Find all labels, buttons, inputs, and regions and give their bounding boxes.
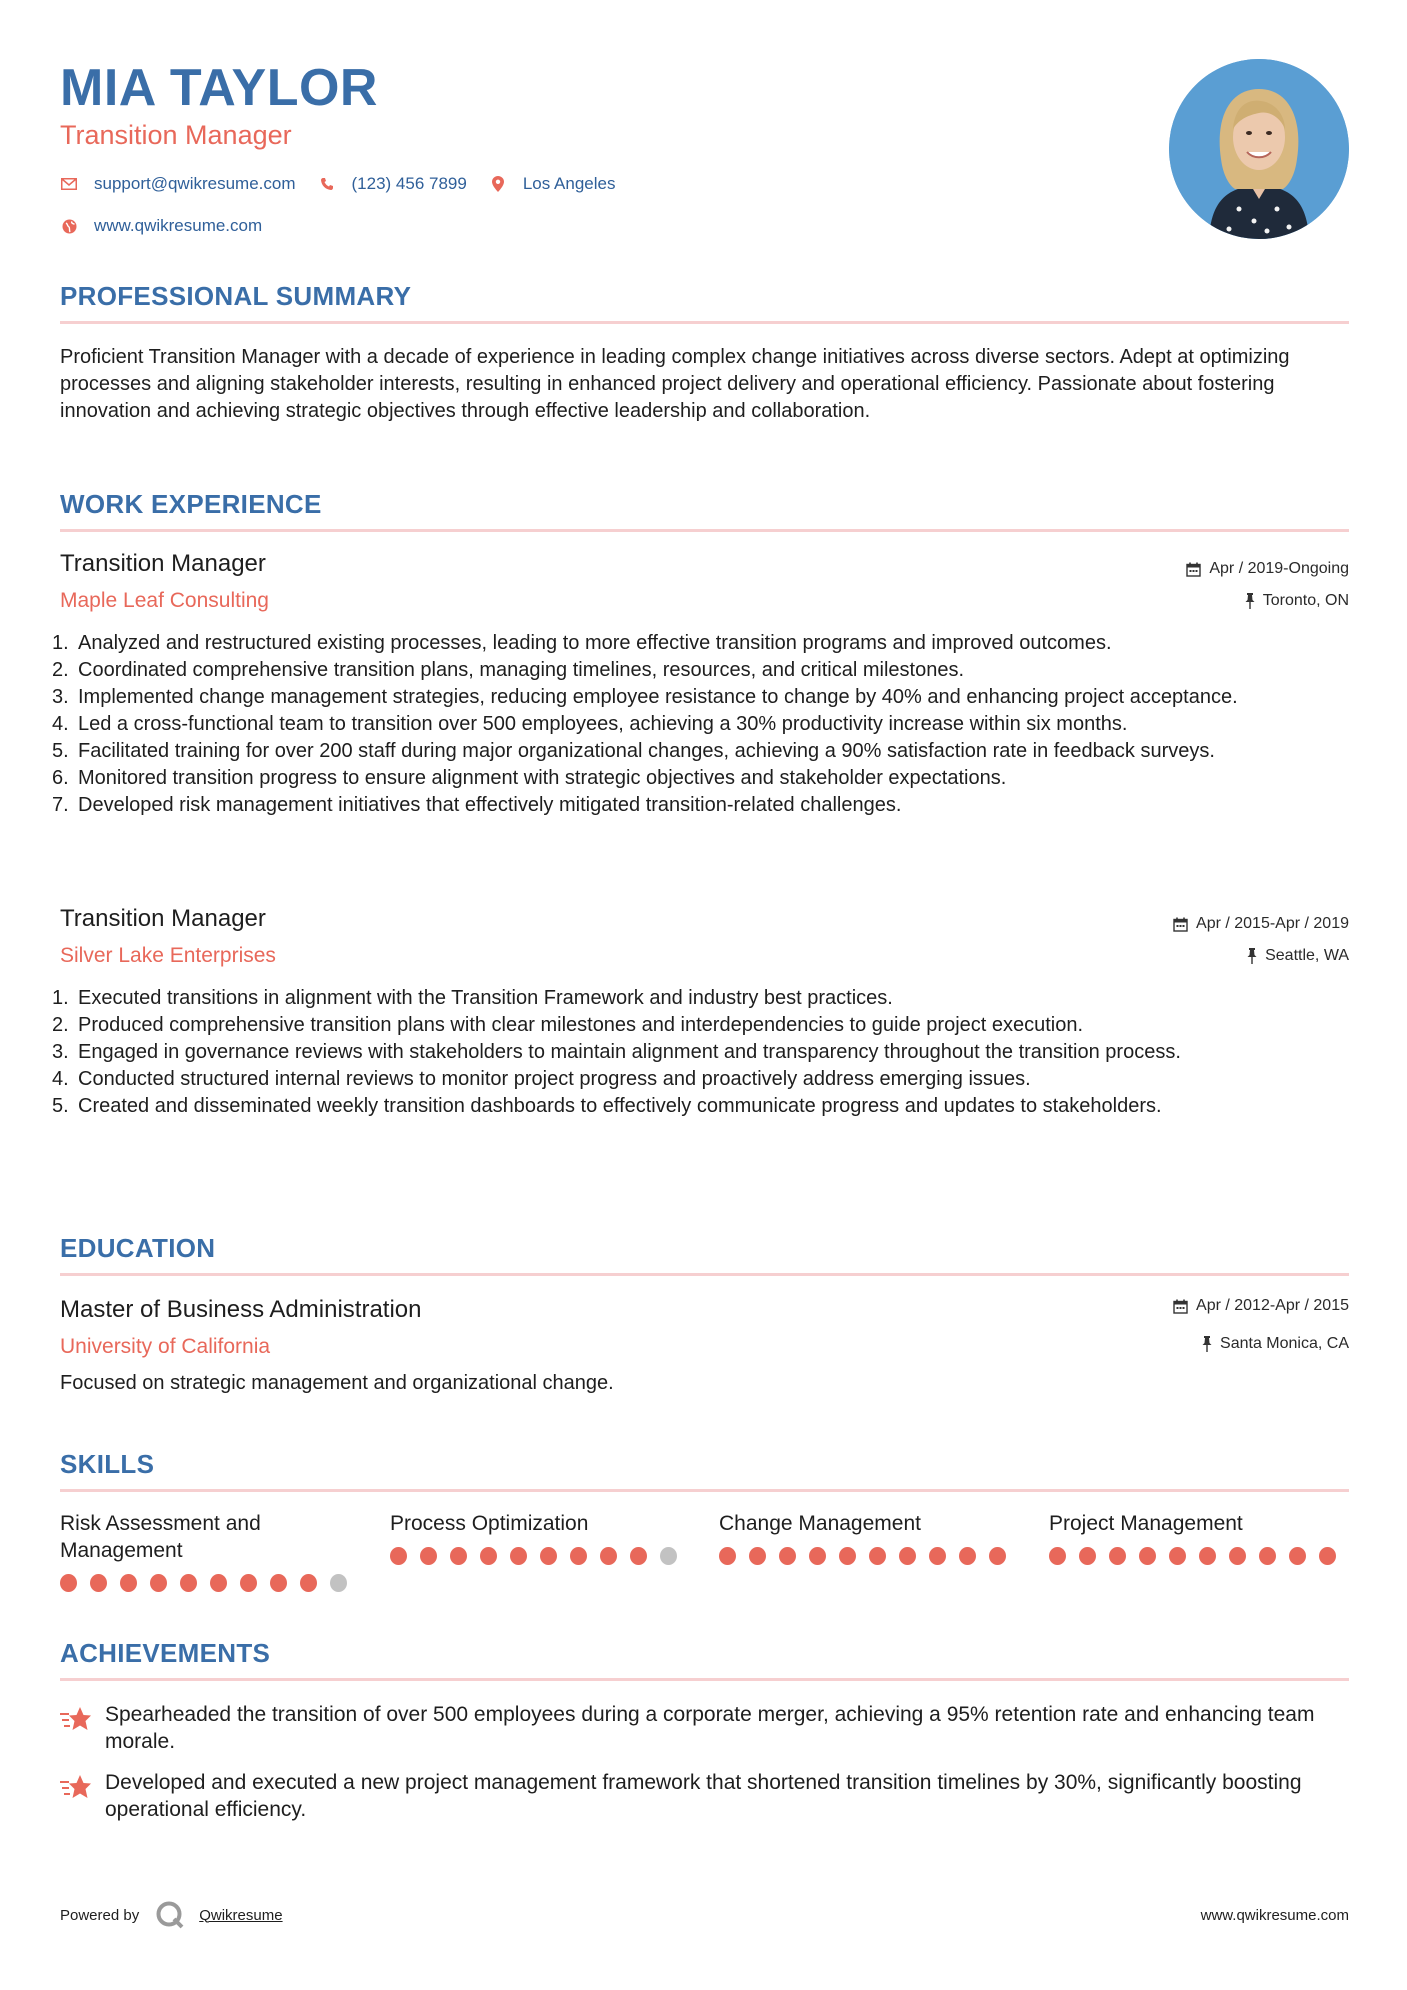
powered-by-label: Powered by bbox=[60, 1906, 140, 1924]
list-item: 7. Developed risk management initiatives that effectively mitigated transition-related challenges. bbox=[52, 794, 902, 816]
rating-dot-filled bbox=[1259, 1547, 1276, 1565]
rating-dot-filled bbox=[779, 1547, 796, 1565]
section-divider bbox=[60, 1489, 1349, 1492]
rating-dot-filled bbox=[90, 1574, 107, 1592]
education-dates-text: Apr / 2012-Apr / 2015 bbox=[1196, 1297, 1349, 1314]
skill-item bbox=[60, 1510, 360, 1592]
list-item: 4. Led a cross-functional team to transition over 500 employees, achieving a 30% productivity increase within six months. bbox=[52, 713, 1128, 735]
phone-number: (123) 456 7899 bbox=[351, 174, 467, 193]
rating-dot-filled bbox=[270, 1574, 287, 1592]
globe-icon bbox=[60, 217, 78, 235]
rating-dot-filled bbox=[1229, 1547, 1246, 1565]
rating-dot-empty bbox=[330, 1574, 347, 1592]
footer-website-link[interactable]: www.qwikresume.com bbox=[1200, 1907, 1349, 1924]
calendar-icon bbox=[1186, 562, 1201, 577]
rating-dot-filled bbox=[510, 1547, 527, 1565]
envelope-icon bbox=[60, 175, 78, 193]
job-location bbox=[1245, 592, 1349, 610]
list-item: 3. Engaged in governance reviews with stakeholders to maintain alignment and transparency throughout the transition process. bbox=[52, 1041, 1181, 1063]
skill-name: Process Optimization bbox=[390, 1512, 589, 1535]
rating-dot-filled bbox=[120, 1574, 137, 1592]
job-bullets bbox=[52, 985, 1349, 1120]
pushpin-icon bbox=[1245, 593, 1255, 609]
map-pin-icon bbox=[489, 175, 507, 193]
job-location bbox=[1247, 947, 1349, 965]
rating-dot-filled bbox=[839, 1547, 856, 1565]
rating-dot-filled bbox=[749, 1547, 766, 1565]
candidate-name: MIA TAYLOR bbox=[60, 59, 378, 117]
rating-dot-filled bbox=[989, 1547, 1006, 1565]
rating-dot-filled bbox=[1289, 1547, 1306, 1565]
rating-dot-filled bbox=[60, 1574, 77, 1592]
rating-dot-filled bbox=[450, 1547, 467, 1565]
job-dates-text: Apr / 2015-Apr / 2019 bbox=[1196, 915, 1349, 932]
job-title: Transition Manager bbox=[60, 905, 266, 932]
rating-dot-filled bbox=[600, 1547, 617, 1565]
rating-dot-filled bbox=[929, 1547, 946, 1565]
location-text: Los Angeles bbox=[522, 174, 616, 193]
contact-row-primary bbox=[60, 174, 637, 194]
calendar-icon bbox=[1173, 1299, 1188, 1314]
job-dates bbox=[1186, 560, 1349, 578]
education-heading: EDUCATION bbox=[60, 1233, 216, 1263]
rating-dot-filled bbox=[1109, 1547, 1126, 1565]
education-location-text: Santa Monica, CA bbox=[1220, 1335, 1349, 1352]
skill-item bbox=[390, 1510, 690, 1565]
rating-dot-empty bbox=[660, 1547, 677, 1565]
rating-dot-filled bbox=[1049, 1547, 1066, 1565]
rating-dot-filled bbox=[150, 1574, 167, 1592]
website-link[interactable]: www.qwikresume.com bbox=[94, 216, 263, 235]
rating-dot-filled bbox=[1319, 1547, 1336, 1565]
school-name: University of California bbox=[60, 1335, 271, 1358]
rating-dot-filled bbox=[869, 1547, 886, 1565]
rating-dot-filled bbox=[630, 1547, 647, 1565]
skill-name: Change Management bbox=[719, 1512, 921, 1535]
achievements-heading: ACHIEVEMENTS bbox=[60, 1638, 271, 1668]
skill-name: Risk Assessment and Management bbox=[60, 1512, 261, 1562]
job-location-text: Toronto, ON bbox=[1262, 592, 1349, 609]
job-title: Transition Manager bbox=[60, 550, 266, 577]
job-dates bbox=[1173, 915, 1349, 933]
skill-name: Project Management bbox=[1049, 1512, 1243, 1535]
section-divider bbox=[60, 321, 1349, 324]
profile-photo bbox=[1169, 59, 1349, 239]
rating-dot-filled bbox=[899, 1547, 916, 1565]
rating-dot-filled bbox=[210, 1574, 227, 1592]
summary-text: Proficient Transition Manager with a decade of experience in leading complex change initiatives across diverse sectors. Adept at optimizing processes and aligning stakeholder interests, resulting in enhanced project delivery and operational efficiency. Passionate about fostering innovation and achieving strategic objectives through effective leadership and collaboration. bbox=[60, 346, 1290, 422]
pushpin-icon bbox=[1202, 1336, 1212, 1352]
experience-heading: WORK EXPERIENCE bbox=[60, 489, 322, 519]
education-description: Focused on strategic management and organizational change. bbox=[60, 1372, 614, 1394]
list-item: 1. Executed transitions in alignment with the Transition Framework and industry best practices. bbox=[52, 987, 893, 1009]
rating-dot-filled bbox=[1169, 1547, 1186, 1565]
rating-dot-filled bbox=[1199, 1547, 1216, 1565]
email-link[interactable]: support@qwikresume.com bbox=[94, 174, 296, 193]
job-bullets bbox=[52, 630, 1349, 819]
skill-item bbox=[719, 1510, 1019, 1565]
rating-dot-filled bbox=[1079, 1547, 1096, 1565]
education-location bbox=[1202, 1335, 1349, 1353]
list-item: 2. Produced comprehensive transition plans with clear milestones and interdependencies to guide project execution. bbox=[52, 1014, 1084, 1036]
skill-item bbox=[1049, 1510, 1349, 1565]
pushpin-icon bbox=[1247, 948, 1257, 964]
calendar-icon bbox=[1173, 917, 1188, 932]
education-dates bbox=[1173, 1297, 1349, 1315]
rating-dot-filled bbox=[719, 1547, 736, 1565]
achievement-item bbox=[60, 1701, 1349, 1755]
achievement-text: Spearheaded the transition of over 500 employees during a corporate merger, achieving a 95% retention rate and enhancing team morale. bbox=[105, 1703, 1315, 1753]
rating-dot-filled bbox=[959, 1547, 976, 1565]
rating-dot-filled bbox=[390, 1547, 407, 1565]
list-item: 5. Created and disseminated weekly transition dashboards to effectively communicate progress and updates to stakeholders. bbox=[52, 1095, 1162, 1117]
qwikresume-logo-icon bbox=[155, 1900, 185, 1930]
list-item: 3. Implemented change management strategies, reducing employee resistance to change by 40% and enhancing project acceptance. bbox=[52, 686, 1238, 708]
job-company: Maple Leaf Consulting bbox=[60, 589, 269, 612]
rating-dot-filled bbox=[180, 1574, 197, 1592]
skill-rating bbox=[390, 1547, 690, 1565]
candidate-role: Transition Manager bbox=[60, 120, 292, 150]
footer-powered-by bbox=[60, 1900, 283, 1930]
section-divider bbox=[60, 1678, 1349, 1681]
section-divider bbox=[60, 529, 1349, 532]
shooting-star-icon bbox=[60, 1773, 92, 1801]
list-item: 1. Analyzed and restructured existing processes, leading to more effective transition programs and improved outcomes. bbox=[52, 632, 1112, 654]
rating-dot-filled bbox=[570, 1547, 587, 1565]
job-dates-text: Apr / 2019-Ongoing bbox=[1209, 560, 1349, 577]
skill-rating bbox=[719, 1547, 1019, 1565]
job-company: Silver Lake Enterprises bbox=[60, 944, 276, 967]
phone-icon bbox=[318, 175, 336, 193]
skills-heading: SKILLS bbox=[60, 1449, 155, 1479]
rating-dot-filled bbox=[540, 1547, 557, 1565]
rating-dot-filled bbox=[809, 1547, 826, 1565]
rating-dot-filled bbox=[240, 1574, 257, 1592]
shooting-star-icon bbox=[60, 1705, 92, 1733]
section-divider bbox=[60, 1273, 1349, 1276]
rating-dot-filled bbox=[420, 1547, 437, 1565]
rating-dot-filled bbox=[480, 1547, 497, 1565]
skill-rating bbox=[1049, 1547, 1349, 1565]
resume-page bbox=[52, 0, 1349, 1990]
contact-row-secondary bbox=[60, 216, 284, 236]
rating-dot-filled bbox=[1139, 1547, 1156, 1565]
list-item: 5. Facilitated training for over 200 staff during major organizational changes, achieving a 90% satisfaction rate in feedback surveys. bbox=[52, 740, 1215, 762]
achievement-text: Developed and executed a new project management framework that shortened transition timelines by 30%, significantly boosting operational efficiency. bbox=[105, 1771, 1302, 1821]
list-item: 2. Coordinated comprehensive transition plans, managing timelines, resources, and critical milestones. bbox=[52, 659, 964, 681]
achievement-item bbox=[60, 1769, 1349, 1823]
list-item: 4. Conducted structured internal reviews to monitor project progress and proactively address emerging issues. bbox=[52, 1068, 1031, 1090]
rating-dot-filled bbox=[300, 1574, 317, 1592]
job-location-text: Seattle, WA bbox=[1265, 947, 1349, 964]
summary-heading: PROFESSIONAL SUMMARY bbox=[60, 281, 412, 311]
list-item: 6. Monitored transition progress to ensure alignment with strategic objectives and stakeholder expectations. bbox=[52, 767, 1007, 789]
skill-rating bbox=[60, 1574, 360, 1592]
degree-title: Master of Business Administration bbox=[60, 1296, 422, 1323]
qwikresume-brand-link[interactable]: Qwikresume bbox=[199, 1906, 283, 1924]
